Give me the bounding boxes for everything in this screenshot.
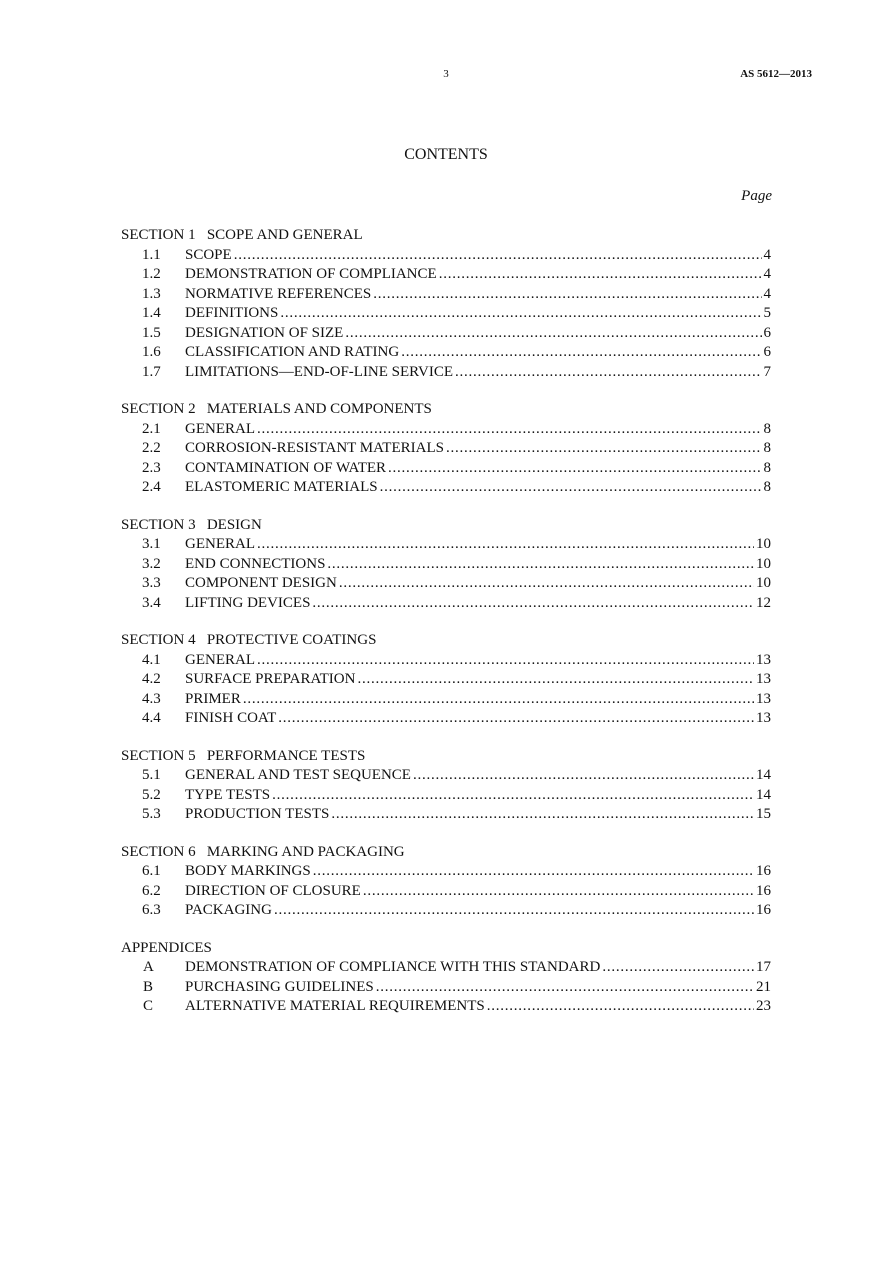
entry-page-number: 13 bbox=[756, 710, 771, 726]
entry-title: SCOPE bbox=[185, 246, 232, 263]
entry-page-number: 10 bbox=[756, 536, 771, 552]
toc-entry[interactable] bbox=[121, 343, 771, 363]
toc-entry[interactable] bbox=[121, 478, 771, 498]
dot-leader bbox=[487, 997, 754, 1017]
toc-entry[interactable] bbox=[121, 555, 771, 575]
entry-title: CORROSION-RESISTANT MATERIALS bbox=[185, 440, 444, 456]
entry-page-number: 13 bbox=[756, 671, 771, 687]
entry-title: GENERAL AND TEST SEQUENCE bbox=[185, 767, 411, 783]
dot-leader bbox=[257, 420, 762, 440]
dot-leader bbox=[373, 285, 761, 305]
entry-page-number: 4 bbox=[763, 285, 771, 302]
entry-title: NORMATIVE REFERENCES bbox=[185, 285, 372, 302]
section-heading: SECTION 2 MATERIALS AND COMPONENTS bbox=[121, 401, 432, 417]
entry-title: PRODUCTION TESTS bbox=[185, 806, 330, 822]
entry-title: CONTAMINATION OF WATER bbox=[185, 459, 387, 476]
entry-page-number: 4 bbox=[763, 246, 771, 263]
entry-title: DEMONSTRATION OF COMPLIANCE bbox=[185, 266, 437, 282]
entry-title: ELASTOMERIC MATERIALS bbox=[185, 479, 378, 495]
dot-leader bbox=[313, 862, 754, 882]
dot-leader bbox=[446, 439, 762, 459]
toc-entry[interactable] bbox=[121, 324, 771, 344]
entry-title: FINISH COAT bbox=[185, 710, 277, 726]
entry-title: SURFACE PREPARATION bbox=[185, 671, 356, 687]
entry-title: PACKAGING bbox=[185, 902, 272, 918]
entry-page-number: 14 bbox=[756, 767, 771, 783]
entry-page-number: 16 bbox=[756, 863, 771, 879]
entry-page-number: 21 bbox=[756, 978, 771, 995]
toc-section bbox=[121, 400, 771, 498]
dot-leader bbox=[455, 363, 762, 383]
entry-number: 5.1 bbox=[142, 767, 161, 783]
entry-title: GENERAL bbox=[185, 536, 255, 552]
section-heading: APPENDICES bbox=[121, 939, 212, 956]
entry-title: LIFTING DEVICES bbox=[185, 594, 311, 611]
toc-entry[interactable] bbox=[121, 958, 771, 978]
entry-number: 1.6 bbox=[142, 344, 161, 360]
entry-number: B bbox=[143, 978, 154, 995]
entry-number: 3.2 bbox=[142, 555, 161, 572]
entry-page-number: 12 bbox=[756, 594, 771, 611]
entry-title: DEMONSTRATION OF COMPLIANCE WITH THIS STANDARD bbox=[185, 959, 601, 975]
toc-entry[interactable] bbox=[121, 786, 771, 806]
dot-leader bbox=[274, 901, 754, 921]
entry-number: 5.3 bbox=[142, 806, 161, 822]
entry-page-number: 16 bbox=[756, 882, 771, 899]
toc-entry[interactable] bbox=[121, 709, 771, 729]
entry-number: 1.3 bbox=[142, 285, 161, 302]
entry-number: 1.4 bbox=[142, 305, 161, 321]
section-heading: SECTION 4 PROTECTIVE COATINGS bbox=[121, 632, 377, 648]
entry-page-number: 10 bbox=[756, 555, 771, 572]
entry-title: DIRECTION OF CLOSURE bbox=[185, 882, 361, 899]
entry-page-number: 5 bbox=[763, 305, 771, 321]
toc-entry[interactable] bbox=[121, 805, 771, 825]
toc-section bbox=[121, 631, 771, 729]
entry-page-number: 16 bbox=[756, 902, 771, 918]
entry-number: 4.4 bbox=[142, 710, 161, 726]
entry-number: 2.4 bbox=[142, 479, 161, 495]
dot-leader bbox=[257, 535, 754, 555]
toc-entry[interactable] bbox=[121, 439, 771, 459]
entry-page-number: 13 bbox=[756, 690, 771, 707]
entry-page-number: 6 bbox=[763, 344, 771, 360]
dot-leader bbox=[272, 786, 754, 806]
toc-entry[interactable] bbox=[121, 535, 771, 555]
entry-number: 1.5 bbox=[142, 324, 161, 341]
dot-leader bbox=[401, 343, 761, 363]
entry-title: BODY MARKINGS bbox=[185, 863, 311, 879]
entry-title: GENERAL bbox=[185, 420, 255, 437]
toc-entry[interactable] bbox=[121, 651, 771, 671]
dot-leader bbox=[280, 304, 761, 324]
dot-leader bbox=[312, 594, 754, 614]
entry-title: COMPONENT DESIGN bbox=[185, 575, 337, 591]
entry-page-number: 13 bbox=[756, 651, 771, 668]
entry-number: 3.3 bbox=[142, 575, 161, 591]
entry-number: 4.3 bbox=[142, 690, 161, 707]
entry-title: ALTERNATIVE MATERIAL REQUIREMENTS bbox=[185, 998, 485, 1014]
toc-entry[interactable] bbox=[121, 459, 771, 479]
dot-leader bbox=[234, 246, 762, 266]
entry-number: 6.1 bbox=[142, 863, 161, 879]
page-column-label: Page bbox=[741, 188, 772, 204]
toc-entry[interactable] bbox=[121, 690, 771, 710]
section-heading: SECTION 5 PERFORMANCE TESTS bbox=[121, 747, 366, 764]
entry-page-number: 4 bbox=[763, 266, 771, 282]
entry-number: 2.1 bbox=[142, 420, 161, 437]
dot-leader bbox=[363, 882, 754, 902]
entry-number: 3.1 bbox=[142, 536, 161, 552]
entry-number: A bbox=[143, 959, 154, 975]
entry-number: 2.2 bbox=[142, 440, 161, 456]
entry-number: C bbox=[143, 998, 154, 1014]
entry-title: GENERAL bbox=[185, 651, 255, 668]
section-heading: SECTION 6 MARKING AND PACKAGING bbox=[121, 843, 405, 860]
toc-entry[interactable] bbox=[121, 285, 771, 305]
dot-leader bbox=[278, 709, 754, 729]
contents-title: CONTENTS bbox=[404, 146, 488, 163]
entry-number: 4.1 bbox=[142, 651, 161, 668]
dot-leader bbox=[376, 978, 754, 998]
entry-title: PRIMER bbox=[185, 690, 241, 707]
entry-title: DEFINITIONS bbox=[185, 305, 279, 321]
entry-number: 1.7 bbox=[142, 363, 161, 380]
entry-title: PURCHASING GUIDELINES bbox=[185, 978, 374, 995]
entry-number: 5.2 bbox=[142, 786, 161, 803]
dot-leader bbox=[327, 555, 754, 575]
dot-leader bbox=[331, 805, 754, 825]
entry-page-number: 8 bbox=[763, 440, 771, 456]
dot-leader bbox=[257, 651, 754, 671]
toc-entry[interactable] bbox=[121, 265, 771, 285]
dot-leader bbox=[339, 574, 754, 594]
toc-entry[interactable] bbox=[121, 594, 771, 614]
dot-leader bbox=[388, 459, 761, 479]
toc-entry[interactable] bbox=[121, 363, 771, 383]
toc-entry[interactable] bbox=[121, 304, 771, 324]
entry-number: 4.2 bbox=[142, 671, 161, 687]
dot-leader bbox=[243, 690, 754, 710]
entry-page-number: 7 bbox=[763, 363, 771, 380]
toc-entry[interactable] bbox=[121, 766, 771, 786]
toc-entry[interactable] bbox=[121, 978, 771, 998]
entry-page-number: 17 bbox=[756, 959, 771, 975]
entry-page-number: 14 bbox=[756, 786, 771, 803]
document-id: AS 5612—2013 bbox=[740, 68, 812, 80]
toc-section bbox=[121, 226, 771, 382]
toc-entry[interactable] bbox=[121, 574, 771, 594]
toc-entry[interactable] bbox=[121, 670, 771, 690]
entry-title: END CONNECTIONS bbox=[185, 555, 326, 572]
dot-leader bbox=[380, 478, 762, 498]
toc-section bbox=[121, 843, 771, 921]
dot-leader bbox=[602, 958, 754, 978]
entry-number: 6.3 bbox=[142, 902, 161, 918]
table-of-contents bbox=[121, 226, 771, 1035]
dot-leader bbox=[413, 766, 754, 786]
entry-title: TYPE TESTS bbox=[185, 786, 271, 803]
toc-entry[interactable] bbox=[121, 882, 771, 902]
page-number: 3 bbox=[443, 68, 449, 80]
dot-leader bbox=[357, 670, 754, 690]
entry-title: DESIGNATION OF SIZE bbox=[185, 324, 344, 341]
dot-leader bbox=[439, 265, 762, 285]
dot-leader bbox=[345, 324, 761, 344]
entry-page-number: 8 bbox=[763, 420, 771, 437]
entry-page-number: 10 bbox=[756, 575, 771, 591]
entry-page-number: 6 bbox=[763, 324, 771, 341]
entry-number: 3.4 bbox=[142, 594, 161, 611]
entry-page-number: 15 bbox=[756, 806, 771, 822]
toc-entry[interactable] bbox=[121, 862, 771, 882]
entry-title: LIMITATIONS—END-OF-LINE SERVICE bbox=[185, 363, 453, 380]
toc-section bbox=[121, 516, 771, 614]
toc-entry[interactable] bbox=[121, 901, 771, 921]
section-heading: SECTION 1 SCOPE AND GENERAL bbox=[121, 227, 363, 243]
toc-entry[interactable] bbox=[121, 246, 771, 266]
entry-page-number: 8 bbox=[763, 479, 771, 495]
entry-number: 2.3 bbox=[142, 459, 161, 476]
toc-entry[interactable] bbox=[121, 997, 771, 1017]
entry-number: 1.2 bbox=[142, 266, 161, 282]
toc-section bbox=[121, 747, 771, 825]
entry-number: 6.2 bbox=[142, 882, 161, 899]
toc-section bbox=[121, 939, 771, 1017]
entry-page-number: 23 bbox=[756, 998, 771, 1014]
entry-page-number: 8 bbox=[763, 459, 771, 476]
entry-title: CLASSIFICATION AND RATING bbox=[185, 344, 400, 360]
entry-number: 1.1 bbox=[142, 246, 161, 263]
section-heading: SECTION 3 DESIGN bbox=[121, 516, 262, 533]
toc-entry[interactable] bbox=[121, 420, 771, 440]
